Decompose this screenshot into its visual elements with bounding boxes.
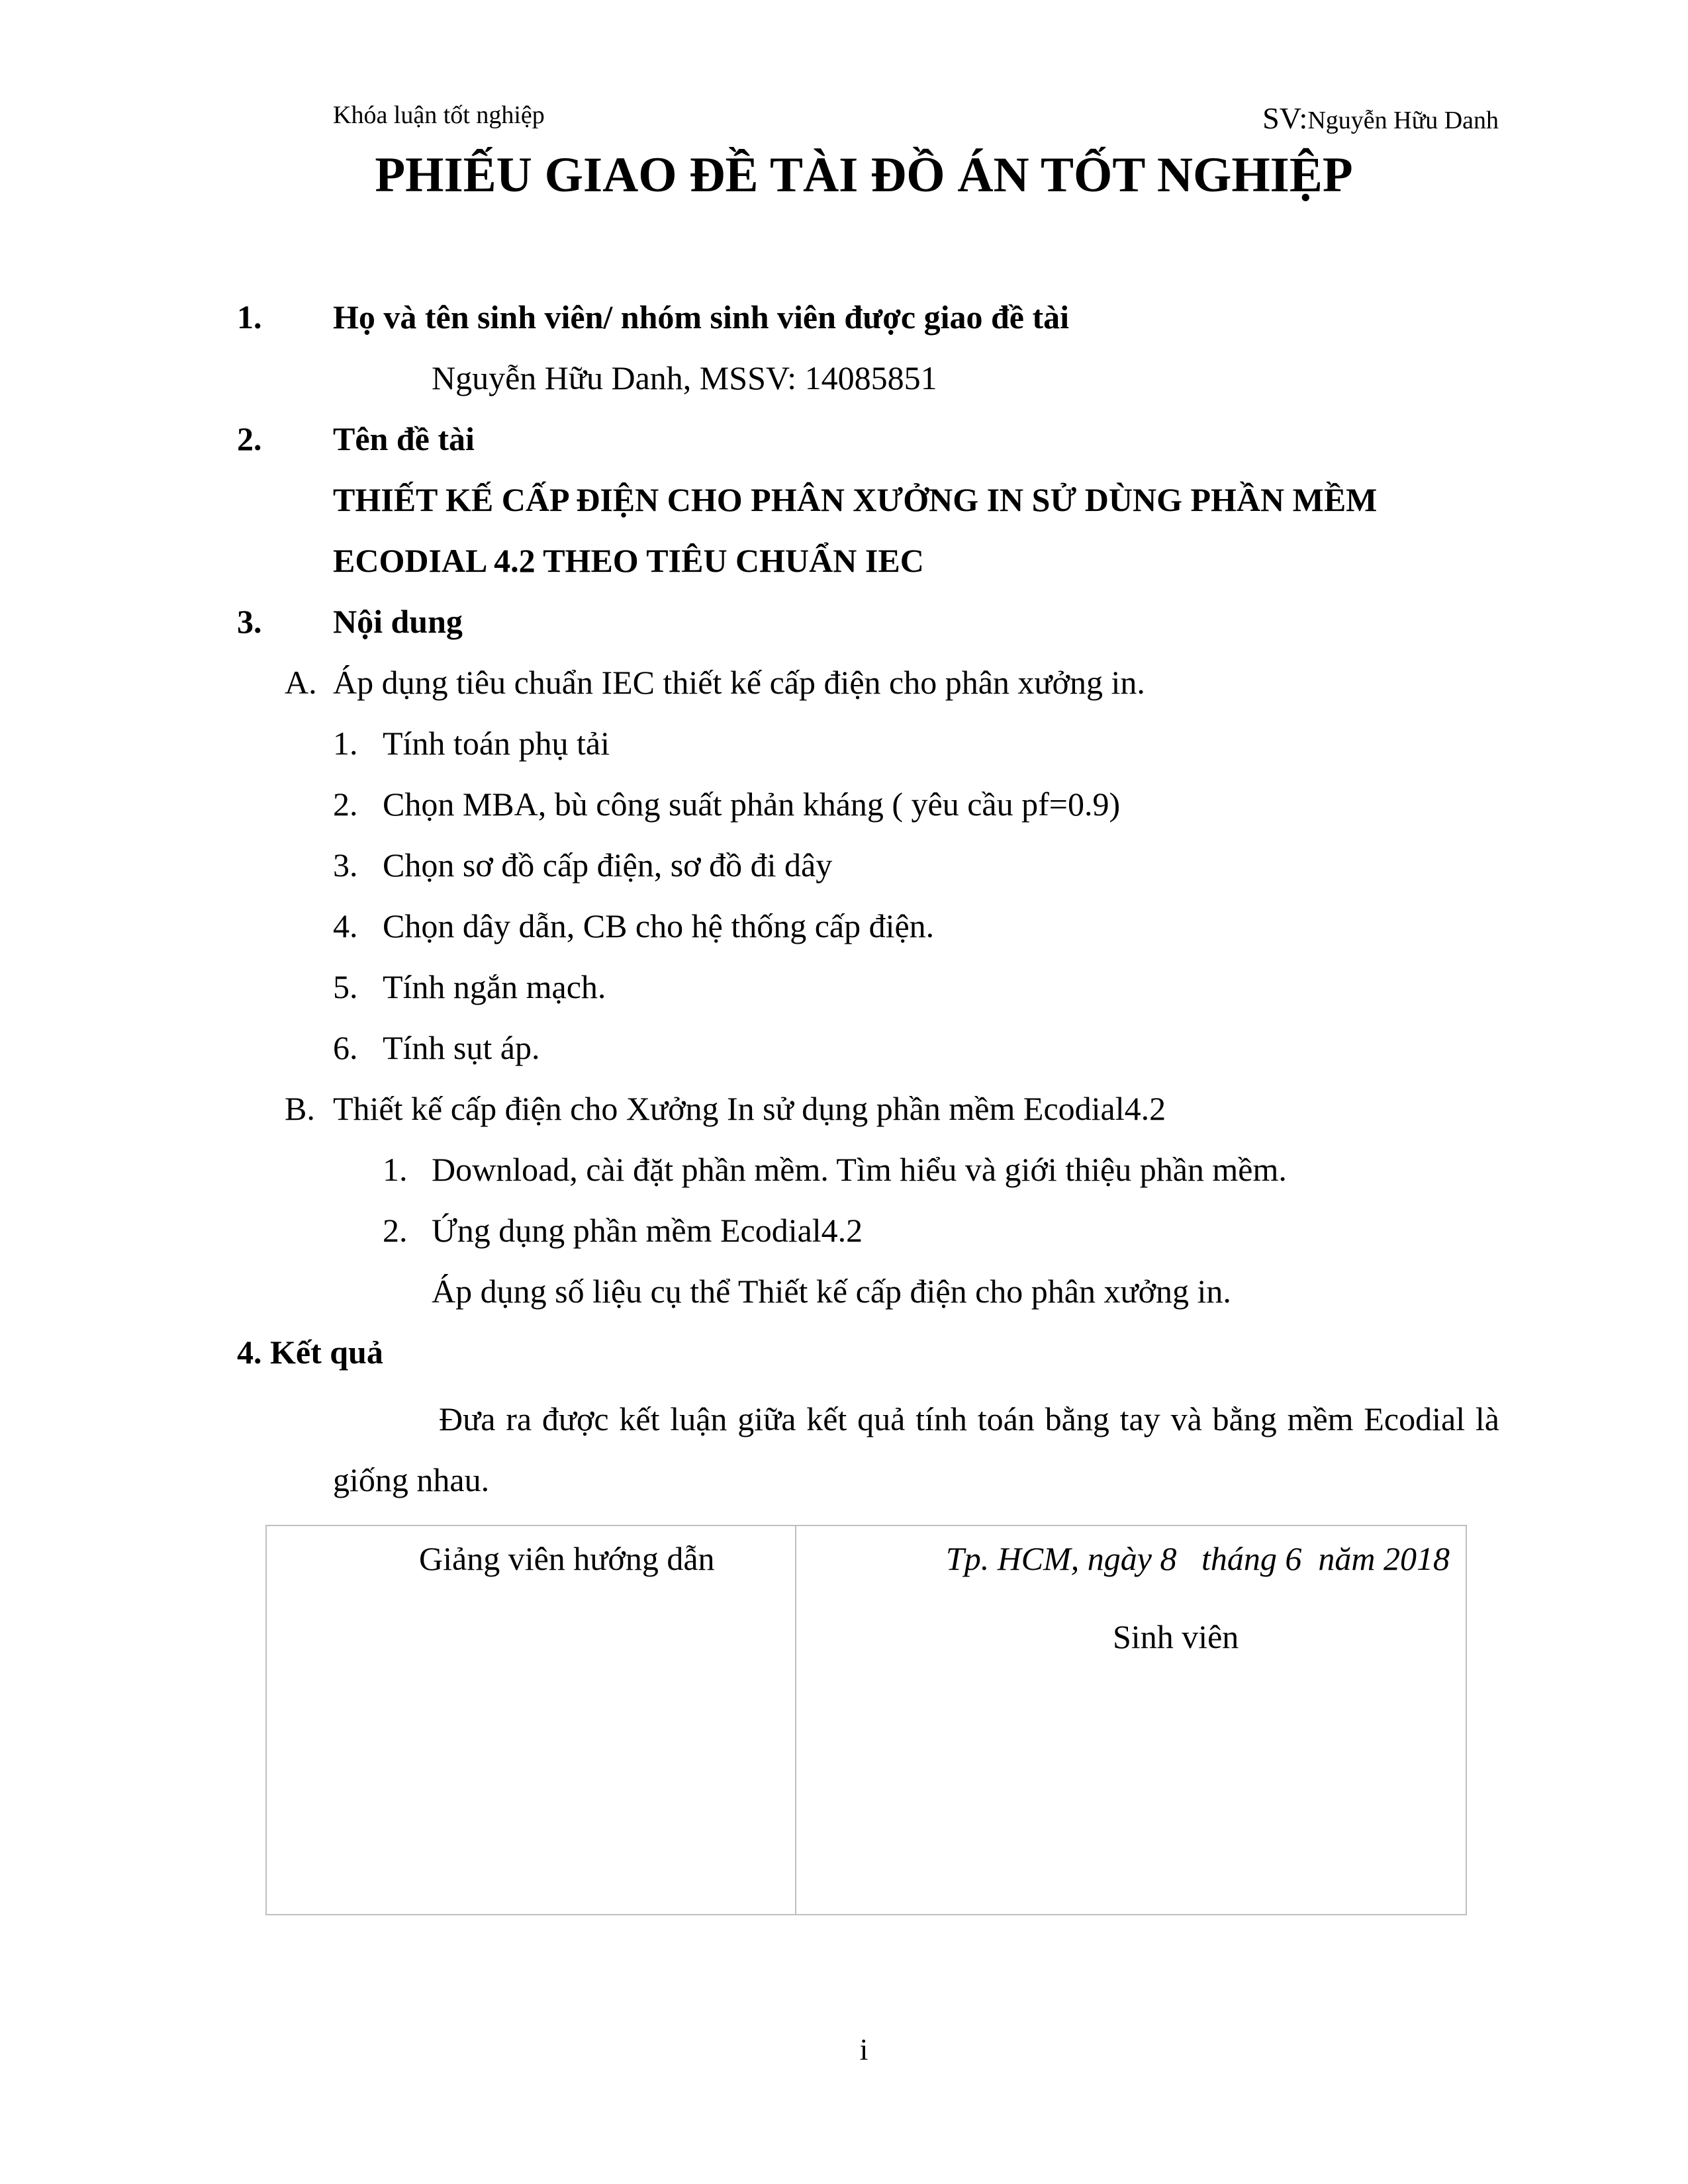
part-b-letter: B. [285,1090,315,1127]
list-item-number: 1. [333,725,358,762]
list-item: Chọn sơ đồ cấp điện, sơ đồ đi dây [383,846,833,884]
result-text: Đưa ra được kết luận giữa kết quả tính toán bằng tay và bằng mềm Ecodial là giống nhau. [333,1400,1499,1498]
list-item-number: 1. [383,1151,408,1188]
header-left: Khóa luận tốt nghiệp [333,101,545,129]
list-item-number: 5. [333,968,358,1005]
signature-table [265,1525,1467,1915]
section-4-heading: 4. Kết quả [237,1334,383,1371]
list-item: Download, cài đặt phần mềm. Tìm hiểu và giới thiệu phần mềm. [432,1151,1287,1188]
list-item-number: 3. [333,846,358,884]
signature-cell-student [796,1526,1466,1914]
signature-date: Tp. HCM, ngày 8 tháng 6 năm 2018 [945,1540,1450,1577]
page-number: i [859,2032,868,2066]
list-item-number: 2. [383,1212,408,1249]
thesis-title-line-2: ECODIAL 4.2 THEO TIÊU CHUẨN IEC [333,542,924,579]
list-item: Tính toán phụ tải [383,725,610,762]
list-item: Chọn dây dẫn, CB cho hệ thống cấp điện. [383,907,935,944]
student-info: Nguyễn Hữu Danh, MSSV: 14085851 [432,359,937,396]
part-a-letter: A. [285,664,317,701]
section-3-number: 3. [237,603,262,640]
part-b-text: Thiết kế cấp điện cho Xưởng In sử dụng phần mềm Ecodial4.2 [333,1090,1166,1127]
advisor-label: Giảng viên hướng dẫn [419,1540,715,1577]
part-b-note: Áp dụng số liệu cụ thể Thiết kế cấp điện cho phân xưởng in. [432,1273,1231,1310]
list-item: Tính ngắn mạch. [383,968,606,1005]
student-label: Sinh viên [1113,1618,1239,1655]
header-sv-prefix: SV: [1262,101,1308,135]
list-item-number: 2. [333,786,358,823]
thesis-title-line-1: THIẾT KẾ CẤP ĐIỆN CHO PHÂN XƯỞNG IN SỬ DÙNG PHẦN MỀM [333,481,1378,518]
header-student-name: Nguyễn Hữu Danh [1307,107,1499,134]
page-title: PHIẾU GIAO ĐỀ TÀI ĐỒ ÁN TỐT NGHIỆP [375,148,1353,203]
result-paragraph [333,1388,1499,1510]
header-right [1262,101,1499,136]
list-item: Ứng dụng phần mềm Ecodial4.2 [432,1212,863,1249]
section-2-heading: Tên đề tài [333,420,475,457]
signature-cell-advisor [267,1526,796,1914]
part-a-text: Áp dụng tiêu chuẩn IEC thiết kế cấp điện cho phân xưởng in. [333,664,1145,701]
section-3-heading: Nội dung [333,603,463,640]
list-item-number: 6. [333,1029,358,1066]
list-item: Tính sụt áp. [383,1029,540,1066]
section-2-number: 2. [237,420,262,457]
section-1-number: 1. [237,298,262,336]
section-1-heading: Họ và tên sinh viên/ nhóm sinh viên được giao đề tài [333,298,1070,336]
list-item-number: 4. [333,907,358,944]
list-item: Chọn MBA, bù công suất phản kháng ( yêu cầu pf=0.9) [383,786,1121,823]
